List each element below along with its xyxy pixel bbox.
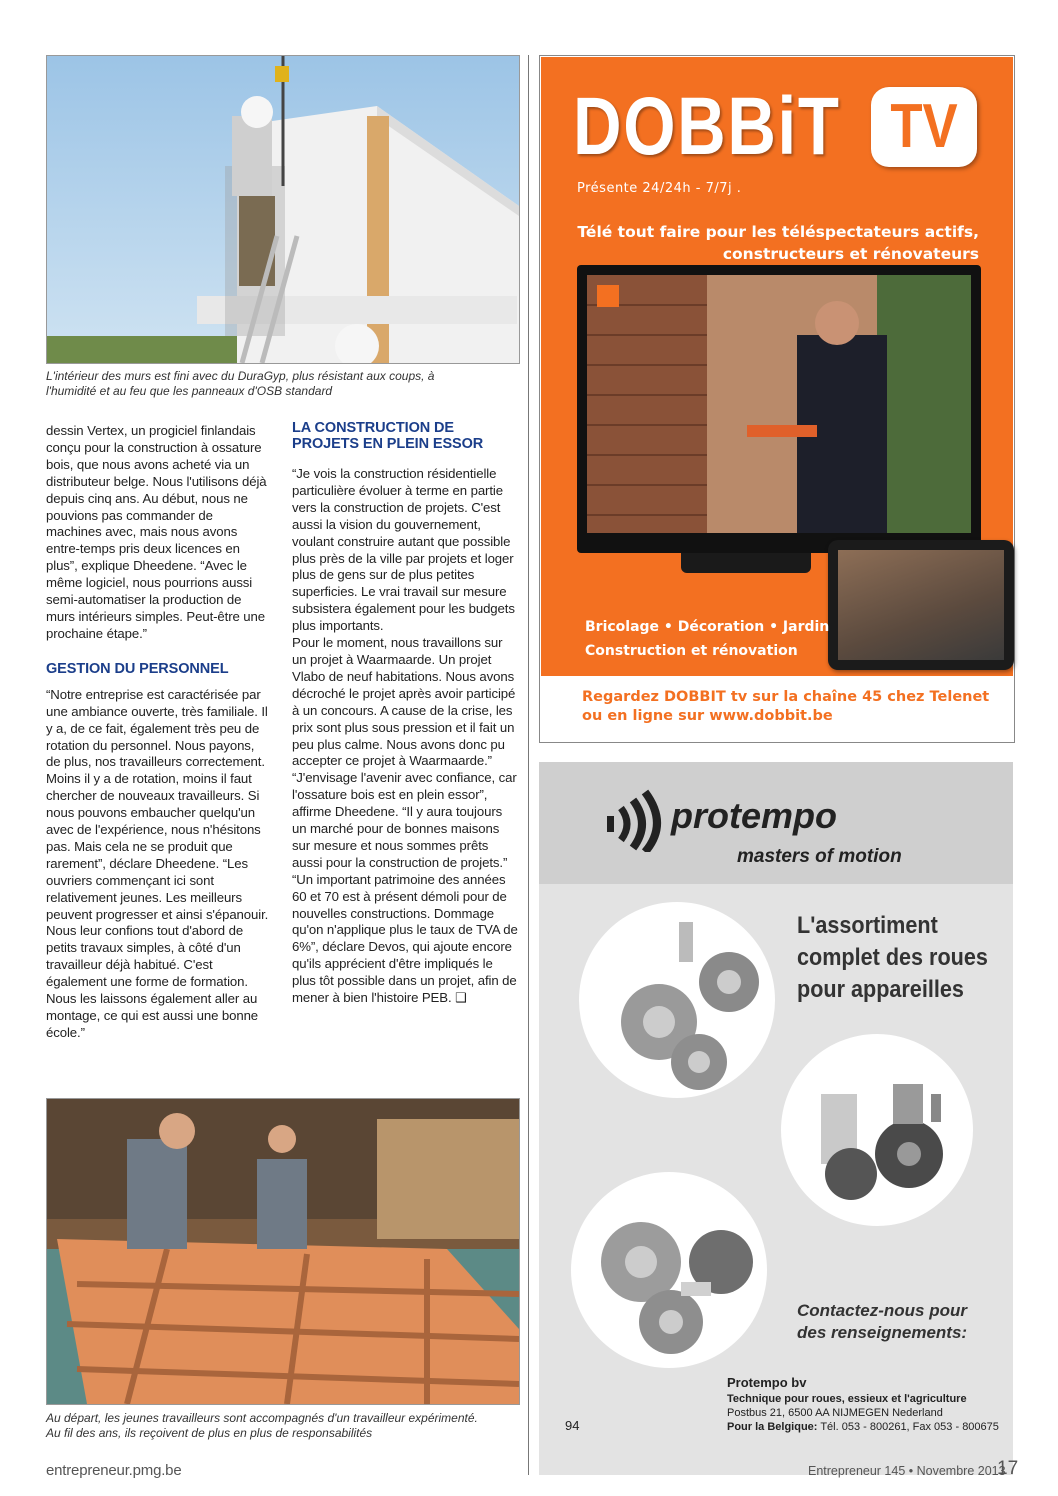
protempo-title-line-1: L'assortiment	[797, 912, 938, 939]
page-number: 17	[997, 1458, 1019, 1479]
article-column-1	[46, 423, 272, 1042]
protempo-title-line-3: pour appareilles	[797, 976, 964, 1003]
protempo-contact-line-2: des renseignements:	[797, 1323, 968, 1342]
dobbit-tagline	[551, 221, 979, 265]
protempo-header	[539, 762, 1013, 884]
casters-image-1	[579, 902, 775, 1098]
protempo-logo-icon	[605, 788, 665, 852]
dobbit-categories-line-1: Bricolage • Décoration • Jardin	[585, 619, 830, 635]
dobbit-ad-panel	[541, 57, 1013, 676]
tablet-screen	[838, 550, 1004, 660]
casters-image-3	[571, 1172, 767, 1368]
tv-stand	[681, 553, 811, 573]
protempo-belgium-contact: Tél. 053 - 800261, Fax 053 - 800675	[820, 1421, 999, 1433]
protempo-address: Postbus 21, 6500 AA NIJMEGEN Nederland	[727, 1407, 943, 1419]
protempo-slogan: masters of motion	[737, 846, 902, 867]
dobbit-logo-tv-badge	[871, 87, 977, 167]
dobbit-logo-word: DOBBiT	[573, 81, 841, 172]
article-text: “Un important patrimoine des années 60 et 70 est à présent démoli pour de nouvelles constructions. Dommage qu'on n'applique plus le taux de TVA de 6%”, déclare Devos, qui ajoute encore qu'ils apprécient d'être impliqués le plus tôt possible dans un projet, afin de mener à bien l'histoire PEB.	[292, 871, 518, 1006]
article-paragraph: “J'envisage l'avenir avec confiance, car l'ossature bois est en plein essor”, affirme Dheedene. “Il y aura toujours un marché pour de bonnes maisons sur mesure et nous sommes prêts aussi pour la construction de projets.”	[292, 770, 517, 870]
article-paragraph: dessin Vertex, un progiciel finlandais conçu pour la construction à ossature bois, que nous avons acheté via un distributeur belge. Nous l'utilisons déjà depuis cinq ans. Au début, nous ne pouvions pas commander de machines avec, mais nous avons entre-temps pris deux licences en plus”, explique Dheedene. “Avec le même logiciel, nous pourrions aussi semi-automatiser la production de murs intérieurs simples. Peut-être une prochaine étape.”	[46, 423, 267, 641]
bottom-photo-caption: Au départ, les jeunes travailleurs sont accompagnés d'un travailleur expérimenté. Au fil des ans, ils reçoivent de plus en plus de responsabilités	[46, 1411, 478, 1440]
top-photo	[46, 55, 520, 364]
section-heading-projets: LA CONSTRUCTION DE PROJETS EN PLEIN ESSOR	[292, 420, 484, 452]
dobbit-presente: Présente 24/24h - 7/7j .	[577, 181, 742, 196]
casters-image-2	[781, 1034, 973, 1226]
protempo-contact-prompt	[797, 1300, 967, 1344]
protempo-title	[797, 910, 988, 1006]
dobbit-categories-line-2: Construction et rénovation	[585, 643, 798, 659]
dobbit-cta-line-1: Regardez DOBBIT tv sur la chaîne 45 chez Telenet	[582, 689, 990, 705]
protempo-belgium-label: Pour la Belgique:	[727, 1421, 818, 1433]
section-heading-personnel: GESTION DU PERSONNEL	[46, 660, 229, 677]
protempo-company-name: Protempo bv	[727, 1375, 807, 1390]
protempo-belgium-line	[727, 1420, 999, 1434]
protempo-ad[interactable]	[539, 762, 1013, 1475]
protempo-name: protempo	[671, 795, 837, 836]
dobbit-cta-line-2: ou en ligne sur www.dobbit.be	[582, 708, 833, 724]
ad-number: 94	[565, 1418, 580, 1433]
tv-image	[577, 265, 981, 553]
dobbit-tagline-line-1: Télé tout faire pour les téléspectateurs actifs,	[577, 223, 979, 241]
end-mark: ❑	[455, 990, 467, 1006]
article-paragraph: Pour le moment, nous travaillons sur un projet à Waarmaarde. Un projet Vlabo de neuf habitations. Nous avons décroché le projet après avoir participé à un concours. A cause de la crise, les prix sont plus sous pression et il fait un peu plus calme. Nous avons donc pu accepter ce projet à Waarmaarde.”	[292, 635, 516, 769]
dobbit-tagline-line-2: constructeurs et rénovateurs	[722, 245, 979, 263]
dobbit-logo-tv-text: TV	[890, 92, 958, 161]
dobbit-categories	[585, 615, 829, 663]
protempo-contact-line-1: Contactez-nous pour	[797, 1301, 967, 1320]
article-paragraph	[292, 872, 518, 1007]
protempo-title-line-2: complet des roues	[797, 944, 988, 971]
article-paragraph: “Notre entreprise est caractérisée par une ambiance ouverte, très familiale. Il y a, de ce fait, également très peu de rotation du personnel. Nous payons, de plus, nos travailleurs correctement. Moins il y a de rotation, moins il faut chercher de nouveaux travailleurs. Si nous pouvons embaucher quelqu'un avec de l'expérience, nous n'hésitons pas. Mais cela ne se produit que rarement”, déclare Dheedene. “Les ouvriers commençant ici sont relativement jeunes. Les meilleurs peuvent progresser et ainsi s'épanouir. Nous leur confions tout d'abord de petits travaux simples, à côté d'un travailleur déjà habitué. C'est également une forme de formation. Nous les laissons également aller au montage, ce qui est aussi une bonne école.”	[46, 686, 269, 1040]
bottom-photo	[46, 1098, 520, 1405]
dobbit-cta	[582, 688, 989, 726]
footer-website-link[interactable]: entrepreneur.pmg.be	[46, 1462, 182, 1479]
tv-screen	[587, 275, 971, 533]
article-paragraph: “Je vois la construction résidentielle particulière évoluer à terme en partie vers la construction de projets. C'est aussi la vision du gouvernement, voulant construire autant que possible plus près de la ville par projets et loger plus de gens sur de plus petites superficies. Le vrai travail sur mesure subsistera également pour les budgets plus importants.	[292, 466, 515, 634]
protempo-company-desc: Technique pour roues, essieux et l'agriculture	[727, 1393, 967, 1405]
protempo-company-info	[727, 1374, 999, 1434]
article-column-2	[292, 420, 518, 1007]
footer-issue: Entrepreneur 145 • Novembre 2013	[808, 1464, 1006, 1478]
tablet-image	[828, 540, 1014, 670]
top-photo-caption: L'intérieur des murs est fini avec du DuraGyp, plus résistant aux coups, à l'humidité et au feu que les panneaux d'OSB standard	[46, 369, 435, 398]
column-divider	[528, 55, 529, 1475]
dobbit-ad[interactable]	[539, 55, 1015, 743]
